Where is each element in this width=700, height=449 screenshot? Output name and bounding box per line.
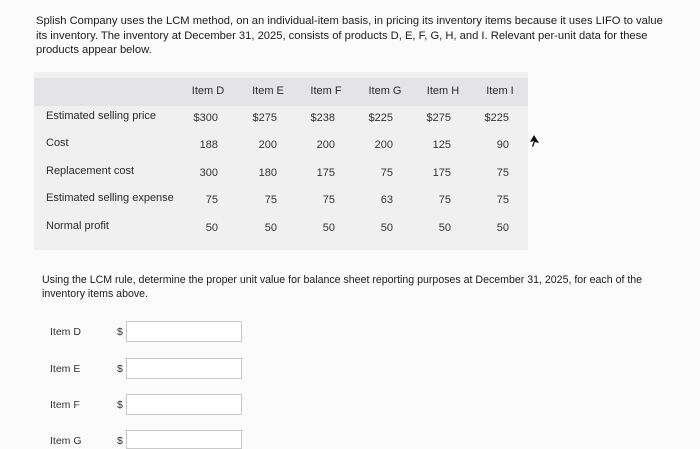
column-header-item-e: Item E — [252, 85, 284, 97]
table-cell: 200 — [316, 139, 335, 151]
column-header-item-i: Item I — [486, 85, 514, 97]
item-d-unit-value-input[interactable] — [126, 321, 242, 342]
table-cell: 75 — [322, 194, 335, 206]
row-label-estimated-selling-expense: Estimated selling expense — [46, 192, 174, 204]
table-cell: 175 — [316, 167, 335, 179]
answer-label-item-f: Item F — [50, 399, 80, 411]
table-cell: 180 — [258, 167, 277, 179]
table-cell: 90 — [496, 139, 509, 151]
table-cell: $225 — [368, 112, 393, 124]
row-label-replacement-cost: Replacement cost — [46, 165, 135, 177]
column-header-item-f: Item F — [310, 85, 342, 97]
question-text: Using the LCM rule, determine the proper unit value for balance sheet reporting purposes at December 31, 2025, for each of the inventory items above. — [42, 274, 643, 300]
currency-symbol: $ — [117, 399, 123, 411]
table-cell: 200 — [374, 139, 393, 151]
table-cell: 75 — [205, 194, 218, 206]
table-cell: 50 — [380, 222, 393, 234]
table-cell: 50 — [205, 222, 218, 234]
table-cell: 200 — [258, 139, 277, 151]
table-cell: 50 — [264, 222, 277, 234]
row-label-estimated-selling-price: Estimated selling price — [46, 110, 157, 122]
problem-intro: Splish Company uses the LCM method, on an individual-item basis, in pricing its inventory items because it uses LIFO to value its inventory. The inventory at December 31, 2025, consists of products D, E, F, G, H, and I. Relevant per-unit data for these products appear below. — [36, 15, 663, 56]
table-cell: 50 — [496, 222, 509, 234]
currency-symbol: $ — [117, 435, 123, 447]
table-cell: 75 — [380, 167, 393, 179]
table-cell: 50 — [438, 222, 451, 234]
column-header-item-g: Item G — [368, 85, 402, 97]
table-cell: $300 — [193, 112, 218, 124]
table-cell: $238 — [310, 112, 335, 124]
table-cell: 125 — [432, 139, 451, 151]
table-cell: 75 — [496, 167, 509, 179]
column-header-item-d: Item D — [191, 85, 225, 97]
answer-label-item-e: Item E — [50, 363, 81, 375]
table-cell: 75 — [264, 194, 277, 206]
table-cell: 63 — [380, 194, 393, 206]
item-e-unit-value-input[interactable] — [126, 358, 242, 379]
table-cell: $275 — [252, 112, 277, 124]
row-label-normal-profit: Normal profit — [46, 220, 109, 232]
currency-symbol: $ — [117, 326, 123, 338]
answer-label-item-d: Item D — [50, 326, 81, 338]
item-f-unit-value-input[interactable] — [126, 394, 242, 415]
column-header-item-h: Item H — [426, 85, 460, 97]
answer-label-item-g: Item G — [50, 435, 82, 447]
table-cell: 188 — [199, 139, 218, 151]
row-label-cost: Cost — [46, 137, 69, 149]
table-cell: 75 — [438, 194, 451, 206]
item-g-unit-value-input[interactable] — [126, 430, 242, 449]
table-cell: $225 — [484, 112, 509, 124]
currency-symbol: $ — [117, 363, 123, 375]
table-cell: 300 — [199, 167, 218, 179]
mouse-cursor-icon — [529, 135, 539, 147]
table-cell: $275 — [426, 112, 451, 124]
table-cell: 50 — [322, 222, 335, 234]
table-cell: 175 — [432, 167, 451, 179]
table-cell: 75 — [496, 194, 509, 206]
